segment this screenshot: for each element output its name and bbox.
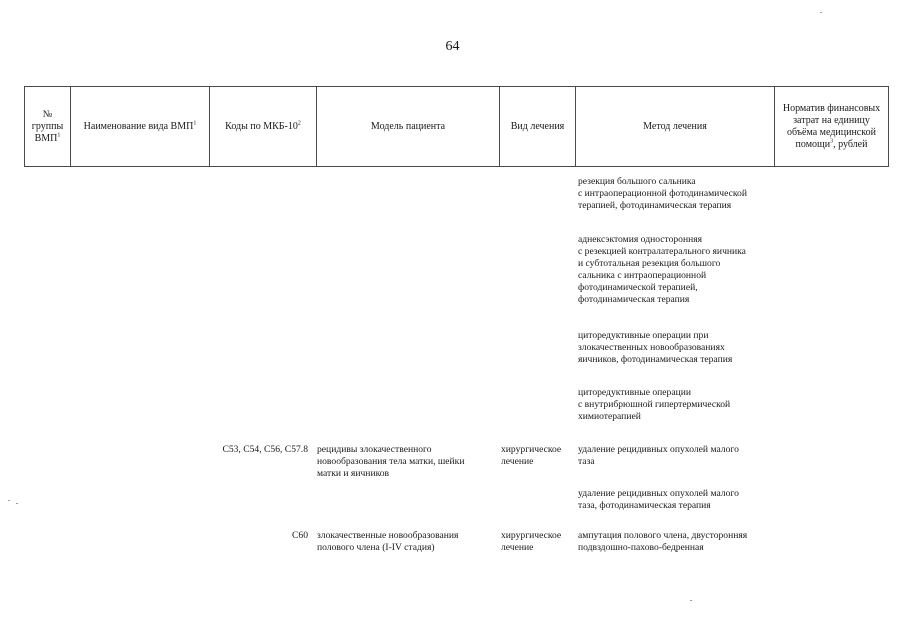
table-row-method: аднексэктомия односторонняя с резекцией контралатерального яичника и субтотальная резекция большого сальника с интраоперационной фотодинамической терапией, фотодинамическая терапия (578, 234, 746, 305)
table-row-method: циторедуктивные операции с внутрибрюшной гипертермической химиотерапией (578, 387, 731, 422)
table-row-model: злокачественные новообразования полового члена (I-IV стадия) (317, 530, 459, 553)
table-row-method: удаление рецидивных опухолей малого таза, фотодинамическая терапия (578, 488, 739, 511)
page-number: 64 (445, 39, 460, 54)
table-row-codes: С60 (292, 530, 308, 541)
header-treatment-type: Вид лечения (500, 87, 576, 167)
scan-speck (690, 600, 692, 601)
header-treatment-method: Метод лечения (576, 87, 775, 167)
header-financial-norm: Норматив финансовых затрат на единицу объёма медицинской помощи$^3$, рублей (775, 87, 889, 167)
table-header (24, 86, 889, 167)
table-row-method: циторедуктивные операции при злокачественных новообразованиях яичников, фотодинамическая терапия (578, 330, 733, 365)
scan-speck (16, 503, 18, 504)
table-row-method: ампутация полового члена, двусторонняя подвздошно-пахово-бедренная (578, 530, 748, 553)
header-group-number: № группы ВМП$^1$ (25, 87, 71, 167)
table-row-type: хирургическое лечение (501, 530, 562, 553)
header-patient-model: Модель пациента (317, 87, 500, 167)
header-vmp-name: Наименование вида ВМП$^1$ (71, 87, 210, 167)
header-icd-codes: Коды по МКБ-$10^2$ (210, 87, 317, 167)
table-row-model: рецидивы злокачественного новообразования тела матки, шейки матки и яичников (317, 444, 465, 479)
table-row-method: удаление рецидивных опухолей малого таза (578, 444, 739, 467)
scan-speck (8, 500, 10, 501)
table-row-method: резекция большого сальника с интраоперационной фотодинамической терапией, фотодинамическая терапия (578, 176, 747, 211)
table-row-type: хирургическое лечение (501, 444, 562, 467)
table-row-codes: С53, С54, С56, С57.8 (222, 444, 308, 455)
scan-speck (820, 12, 822, 13)
